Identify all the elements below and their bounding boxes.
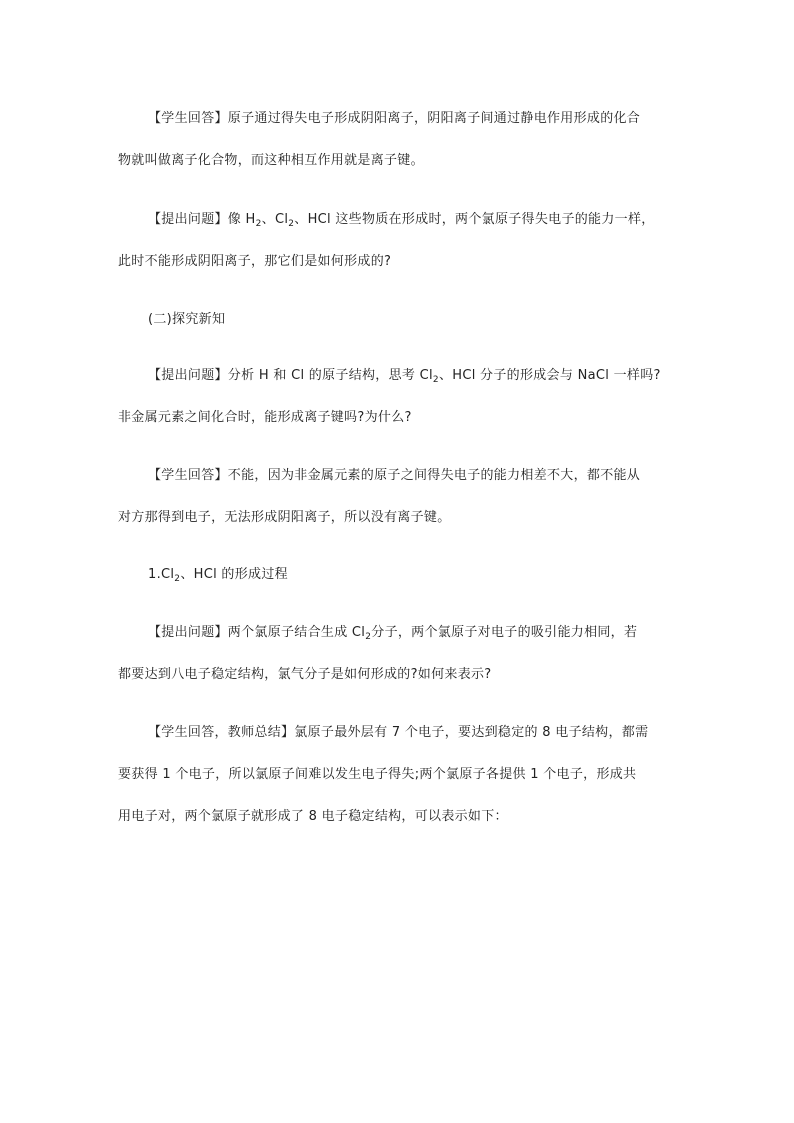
text-line (148, 467, 640, 485)
subscript: 2 (432, 375, 439, 385)
text-segment: 、HCl 的形成过程 (180, 567, 288, 582)
text-line (148, 110, 640, 128)
text-line (118, 509, 451, 527)
text-segment: 非金属元素之间化合时，能形成离子键吗?为什么? (118, 410, 412, 425)
text-segment: 【学生回答，教师总结】氯原子最外层有 7 个电子，要达到稳定的 8 电子结构，都需 (148, 725, 649, 740)
text-line (118, 766, 636, 784)
text-segment: 都要达到八电子稳定结构，氯气分子是如何形成的?如何来表示? (118, 667, 492, 682)
text-segment: (二)探究新知 (148, 312, 226, 327)
text-segment: 用电子对，两个氯原子就形成了 8 电子稳定结构，可以表示如下： (118, 809, 508, 824)
subscript: 2 (174, 574, 181, 584)
text-segment: 【提出问题】像 H (148, 212, 256, 227)
text-segment: 、HCl 分子的形成会与 NaCl 一样吗? (438, 368, 661, 383)
text-segment: 【提出问题】两个氯原子结合生成 Cl (148, 625, 366, 640)
text-segment: 、HCl 这些物质在形成时，两个氯原子得失电子的能力一样， (294, 212, 655, 227)
subscript: 2 (365, 632, 372, 642)
text-segment: 、Cl (261, 212, 289, 227)
text-line (118, 808, 508, 826)
text-line (148, 311, 225, 329)
text-line (148, 566, 288, 584)
text-line (118, 409, 412, 427)
text-segment: 【提出问题】分析 H 和 Cl 的原子结构，思考 Cl (148, 368, 433, 383)
text-line (148, 367, 661, 385)
text-line (148, 211, 655, 229)
text-segment: 【学生回答】不能，因为非金属元素的原子之间得失电子的能力相差不大，都不能从 (148, 468, 641, 483)
text-line (148, 624, 637, 642)
text-segment: 此时不能形成阴阳离子，那它们是如何形成的? (118, 254, 392, 269)
text-line (118, 152, 424, 170)
text-segment: 1.Cl (148, 567, 175, 582)
text-segment: 【学生回答】原子通过得失电子形成阴阳离子，阴阳离子间通过静电作用形成的化合 (148, 111, 641, 126)
text-line (118, 253, 391, 271)
text-line (148, 724, 648, 742)
subscript: 2 (288, 219, 295, 229)
text-segment: 对方那得到电子，无法形成阴阳离子，所以没有离子键。 (118, 510, 451, 525)
text-segment: 物就叫做离子化合物，而这种相互作用就是离子键。 (118, 153, 424, 168)
text-segment: 分子，两个氯原子对电子的吸引能力相同，若 (371, 625, 638, 640)
subscript: 2 (255, 219, 262, 229)
text-segment: 要获得 1 个电子，所以氯原子间难以发生电子得失;两个氯原子各提供 1 个电子，形成共 (118, 767, 637, 782)
text-line (118, 666, 492, 684)
